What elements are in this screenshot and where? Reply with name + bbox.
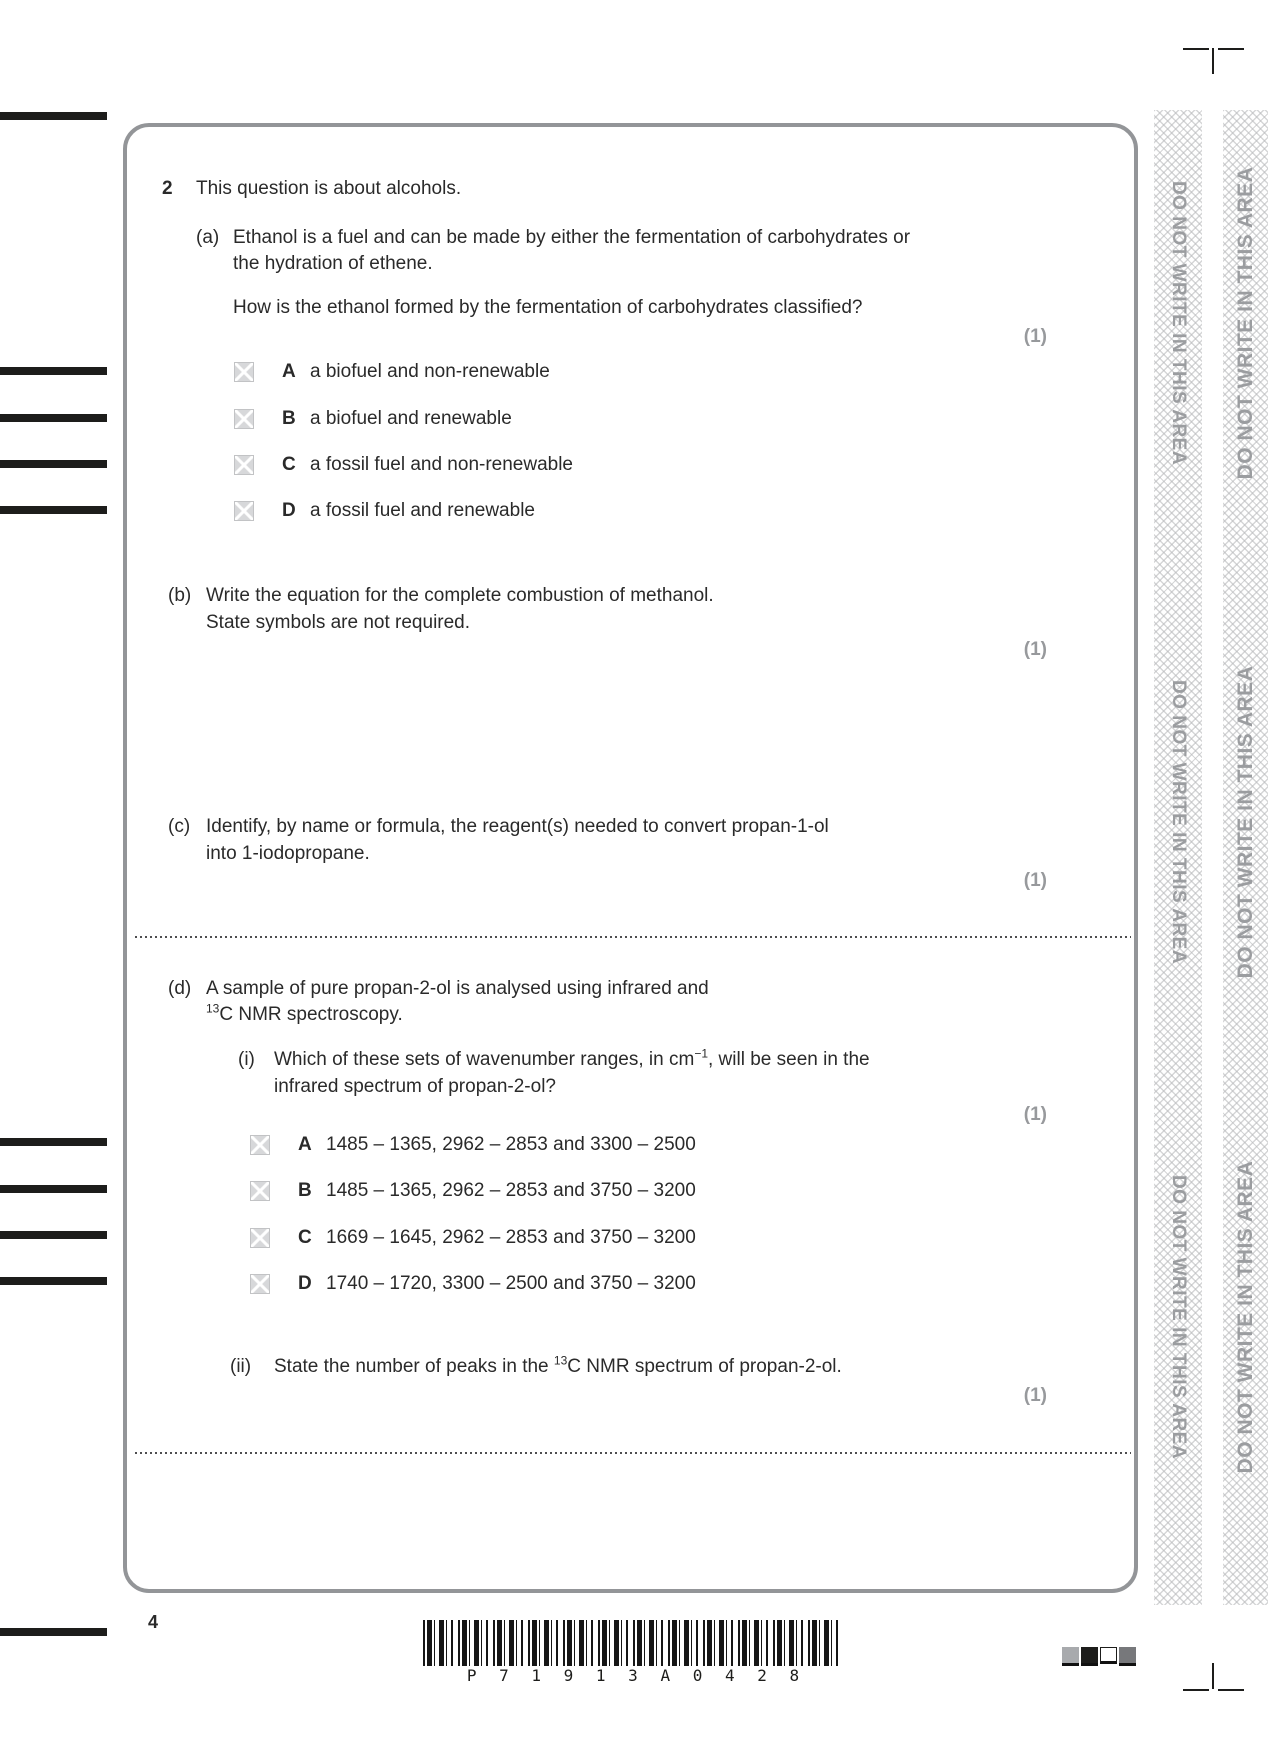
option-text: a biofuel and renewable — [310, 408, 512, 429]
option-checkbox-a-A[interactable] — [234, 362, 254, 382]
part-c-marks: (1) — [1023, 870, 1047, 891]
crop-mark — [1212, 48, 1214, 74]
do-not-write-label: DO NOT WRITE IN THIS AREA — [1233, 166, 1257, 480]
part-a-text-line2: the hydration of ethene. — [233, 253, 433, 274]
wavenumber-superscript: −1 — [694, 1046, 708, 1061]
isotope-superscript: 13 — [206, 1001, 220, 1016]
crop-mark — [1218, 48, 1244, 50]
crop-mark — [1183, 48, 1209, 50]
color-swatch — [1119, 1647, 1136, 1666]
part-d-i-marks: (1) — [1023, 1104, 1047, 1125]
part-b-label: (b) — [168, 585, 192, 606]
question-number: 2 — [162, 178, 173, 199]
binding-mark — [0, 414, 107, 422]
option-row-a-C — [234, 454, 573, 476]
binding-mark — [0, 1138, 107, 1146]
crop-mark — [1212, 1663, 1214, 1689]
option-checkbox-a-C[interactable] — [234, 455, 254, 475]
color-swatch — [1100, 1647, 1117, 1664]
option-checkbox-a-D[interactable] — [234, 501, 254, 521]
part-c-label: (c) — [168, 816, 191, 837]
option-text: a fossil fuel and non-renewable — [310, 454, 574, 475]
do-not-write-label: DO NOT WRITE IN THIS AREA — [1168, 180, 1189, 466]
do-not-write-label: DO NOT WRITE IN THIS AREA — [1233, 1160, 1257, 1474]
option-row-a-D — [234, 500, 535, 522]
option-letter: D — [282, 500, 296, 521]
option-text: a fossil fuel and renewable — [310, 500, 535, 521]
option-letter: B — [282, 408, 296, 429]
part-b-text-line2: State symbols are not required. — [206, 612, 471, 633]
option-letter: A — [282, 361, 296, 382]
part-d-text-line2: $^{13}$C NMR spectroscopy. — [206, 1001, 403, 1025]
part-c-text-line2: into 1-iodopropane. — [206, 843, 370, 864]
part-d-ii-answer-line[interactable] — [135, 1452, 1131, 1454]
option-letter: D — [298, 1273, 312, 1294]
do-not-write-strip — [1154, 110, 1202, 1605]
option-checkbox-di-D[interactable] — [250, 1274, 270, 1294]
do-not-write-strip — [1223, 110, 1268, 1605]
crop-mark — [1218, 1689, 1244, 1691]
binding-mark — [0, 1277, 107, 1285]
binding-mark — [0, 1231, 107, 1239]
option-text: a biofuel and non-renewable — [310, 361, 550, 382]
do-not-write-label: DO NOT WRITE IN THIS AREA — [1168, 1174, 1189, 1460]
part-d-ii-marks: (1) — [1023, 1385, 1047, 1406]
page-number: 4 — [148, 1612, 159, 1632]
option-checkbox-di-C[interactable] — [250, 1228, 270, 1248]
crop-mark — [1183, 1689, 1209, 1691]
binding-mark — [0, 460, 107, 468]
part-b-marks: (1) — [1023, 639, 1047, 660]
color-swatch — [1062, 1647, 1079, 1666]
part-b-text-line1: Write the equation for the complete combustion of methanol. — [206, 585, 714, 606]
option-letter: C — [282, 454, 296, 475]
option-letter: A — [298, 1134, 312, 1155]
option-letter: B — [298, 1180, 312, 1201]
part-d-i-question-line2: infrared spectrum of propan-2-ol? — [274, 1076, 556, 1097]
do-not-write-label: DO NOT WRITE IN THIS AREA — [1168, 679, 1189, 965]
part-d-ii-label: (ii) — [230, 1356, 252, 1377]
part-d-i-question-line1: Which of these sets of wavenumber ranges, in $cm^{-1}$, will be seen in the — [274, 1046, 870, 1070]
part-a-text-line1: Ethanol is a fuel and can be made by either the fermentation of carbohydrates or — [233, 227, 911, 248]
part-a-prompt: How is the ethanol formed by the fermentation of carbohydrates classified? — [233, 297, 863, 318]
option-row-di-B — [250, 1180, 696, 1202]
option-text: 1669 – 1645, 2962 – 2853 and 3750 – 3200 — [326, 1227, 696, 1248]
option-row-a-A — [234, 361, 550, 383]
part-a-marks: (1) — [1023, 326, 1047, 347]
part-b-answer-space[interactable] — [206, 665, 1106, 805]
binding-mark — [0, 1628, 107, 1636]
option-row-a-B — [234, 408, 512, 430]
part-c-text-line1: Identify, by name or formula, the reagent(s) needed to convert propan-1-ol — [206, 816, 829, 837]
option-row-di-A — [250, 1134, 696, 1156]
option-checkbox-di-B[interactable] — [250, 1181, 270, 1201]
part-d-i-label: (i) — [238, 1049, 255, 1070]
part-c-answer-line[interactable] — [135, 936, 1131, 938]
barcode-text: P 7 1 9 1 3 A 0 4 2 8 — [466, 1666, 800, 1685]
isotope-superscript: 13 — [553, 1353, 568, 1368]
part-d-text-line1: A sample of pure propan-2-ol is analysed using infrared and — [206, 978, 709, 999]
option-text: 1485 – 1365, 2962 – 2853 and 3750 – 3200 — [326, 1180, 696, 1201]
barcode — [423, 1620, 843, 1666]
do-not-write-label: DO NOT WRITE IN THIS AREA — [1233, 665, 1257, 979]
print-color-calibration-bar — [1062, 1647, 1136, 1666]
option-letter: C — [298, 1227, 312, 1248]
option-checkbox-di-A[interactable] — [250, 1135, 270, 1155]
part-d-ii-question: State the number of peaks in the $^{13}$C NMR spectrum of propan-2-ol. — [274, 1353, 842, 1377]
option-row-di-C — [250, 1227, 696, 1249]
part-a-label: (a) — [196, 227, 220, 248]
binding-mark — [0, 112, 107, 120]
color-swatch — [1081, 1647, 1098, 1666]
binding-mark — [0, 506, 107, 514]
option-text: 1740 – 1720, 3300 – 2500 and 3750 – 3200 — [326, 1273, 696, 1294]
question-intro: This question is about alcohols. — [196, 178, 462, 199]
binding-mark — [0, 1185, 107, 1193]
option-row-di-D — [250, 1273, 696, 1295]
binding-mark — [0, 367, 107, 375]
option-text: 1485 – 1365, 2962 – 2853 and 3300 – 2500 — [326, 1134, 696, 1155]
part-d-label: (d) — [168, 978, 192, 999]
option-checkbox-a-B[interactable] — [234, 409, 254, 429]
